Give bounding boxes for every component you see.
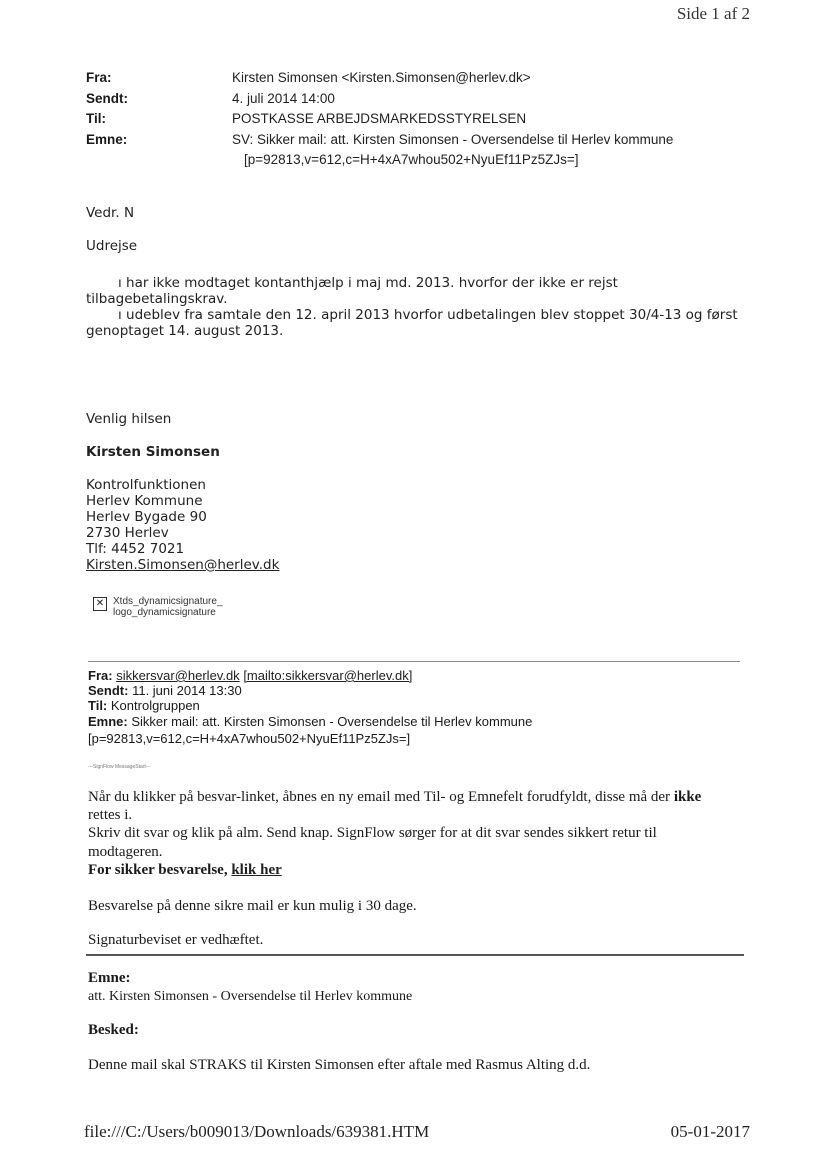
signature-image-placeholder xyxy=(113,596,223,618)
instruction-emphasis: ikke xyxy=(673,789,702,805)
placeholder-line-1: Xtds_dynamicsignature_ xyxy=(113,596,223,607)
fwd-subject-value: Sikker mail: att. Kirsten Simonsen - Oversendelse til Herlev kommune xyxy=(131,714,533,729)
fwd-from-label: Fra: xyxy=(88,668,113,683)
instruction-line-1 xyxy=(88,788,701,807)
subject-line-1: SV: Sikker mail: att. Kirsten Simonsen - Oversendelse til Herlev kommune xyxy=(232,132,674,147)
fwd-sent-label: Sendt: xyxy=(88,683,129,698)
fwd-to-label: Til: xyxy=(88,698,108,713)
fwd-to-value: Kontrolgruppen xyxy=(110,698,200,713)
closing: Venlig hilsen xyxy=(86,411,172,427)
to-value: POSTKASSE ARBEJDSMARKEDSSTYRELSEN xyxy=(232,111,527,126)
message-text: Denne mail skal STRAKS til Kirsten Simonsen efter aftale med Rasmus Alting d.d. xyxy=(88,1057,591,1073)
expiry-note: Besvarelse på denne sikre mail er kun mulig i 30 dage. xyxy=(88,898,417,914)
sent-value: 4. juli 2014 14:00 xyxy=(232,91,335,106)
subject-label: Emne: xyxy=(86,132,128,147)
fwd-from-email-link[interactable]: sikkersvar@herlev.dk xyxy=(116,668,240,683)
departure-heading: Udrejse xyxy=(86,238,138,254)
signature-name: Kirsten Simonsen xyxy=(86,444,220,460)
paragraph-2-line-1: ı udeblev fra samtale den 12. april 2013 hvorfor udbetalingen blev stoppet 30/4-13 og først xyxy=(118,307,738,323)
fwd-sent-value: 11. juni 2014 13:30 xyxy=(132,683,242,698)
broken-image-icon: ✕ xyxy=(93,597,107,611)
secure-reply-prefix: For sikker besvarelse, xyxy=(88,862,232,878)
from-value: Kirsten Simonsen <Kirsten.Simonsen@herlev.dk> xyxy=(232,70,531,85)
secure-reply-line xyxy=(88,861,282,880)
sig-phone: Tlf: 4452 7021 xyxy=(86,541,185,557)
fwd-subject-code: [p=92813,v=612,c=H+4xA7whou502+NyuEf11Pz5ZJs=] xyxy=(88,731,411,746)
fwd-mailto-link[interactable]: [mailto:sikkersvar@herlev.dk] xyxy=(243,668,413,683)
divider-1 xyxy=(88,661,740,662)
regarding-line: Vedr. N xyxy=(86,205,135,221)
instruction-line-1-text: Når du klikker på besvar-linket, åbnes en ny email med Til- og Emnefelt forudfyldt, disse må der xyxy=(88,789,674,805)
secure-reply-link[interactable]: klik her xyxy=(231,862,282,878)
paragraph-2-line-2: genoptaget 14. august 2013. xyxy=(86,323,284,339)
page-number: Side 1 af 2 xyxy=(676,4,750,23)
subject-line-2: [p=92813,v=612,c=H+4xA7whou502+NyuEf11Pz5ZJs=] xyxy=(244,152,579,167)
from-label: Fra: xyxy=(86,70,112,85)
signflow-marker: ---SignFlow MessageStart--- xyxy=(88,764,151,770)
instruction-line-2: rettes i. xyxy=(88,807,133,823)
to-label: Til: xyxy=(86,111,106,126)
paragraph-1-line-2: tilbagebetalingskrav. xyxy=(86,291,228,307)
subject-text: att. Kirsten Simonsen - Oversendelse til Herlev kommune xyxy=(88,989,413,1004)
sig-street: Herlev Bygade 90 xyxy=(86,509,207,525)
sig-department: Kontrolfunktionen xyxy=(86,477,206,493)
footer-file-path: file:///C:/Users/b009013/Downloads/639381.HTM xyxy=(84,1122,430,1141)
sig-city: 2730 Herlev xyxy=(86,525,169,541)
sig-email-link[interactable]: Kirsten.Simonsen@herlev.dk xyxy=(86,557,280,573)
sent-label: Sendt: xyxy=(86,91,128,106)
footer-date: 05-01-2017 xyxy=(670,1122,750,1141)
subject-heading: Emne: xyxy=(88,970,131,986)
fwd-subject-label: Emne: xyxy=(88,714,128,729)
instruction-line-3: Skriv dit svar og klik på alm. Send knap. SignFlow sørger for at dit svar sendes sikkert retur til xyxy=(88,825,657,841)
attachment-note: Signaturbeviset er vedhæftet. xyxy=(88,932,264,948)
paragraph-1-line-1: ı har ikke modtaget kontanthjælp i maj md. 2013. hvorfor der ikke er rejst xyxy=(118,275,618,291)
instruction-line-4: modtageren. xyxy=(88,844,163,860)
divider-2 xyxy=(86,954,744,956)
message-heading: Besked: xyxy=(88,1022,139,1038)
sig-organization: Herlev Kommune xyxy=(86,493,203,509)
placeholder-line-2: logo_dynamicsignature xyxy=(113,607,216,618)
